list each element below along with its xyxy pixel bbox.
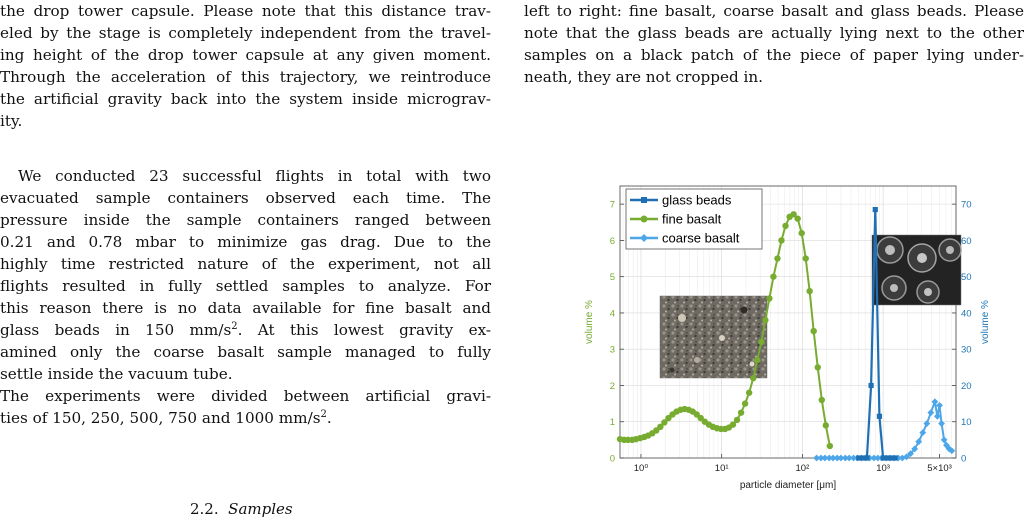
text-line: highly time restricted nature of the experiment, not all: [0, 255, 491, 273]
data-point: [877, 414, 882, 419]
data-point: [938, 420, 945, 427]
paragraph-gravity-trajectory: [0, 0, 491, 132]
y-right-tick-label: 70: [961, 199, 972, 211]
data-point: [794, 215, 800, 221]
section-heading: 2.2. Samples: [190, 500, 293, 518]
data-point: [873, 207, 878, 212]
y-left-tick-label: 1: [609, 417, 615, 429]
text-line: The experiments were divided between artificial gravi-: [0, 387, 491, 405]
data-point: [927, 409, 934, 416]
legend-label-fine-basalt: fine basalt: [662, 211, 722, 227]
data-point: [819, 397, 825, 403]
text-line: ing height of the drop tower capsule at any given moment.: [0, 46, 491, 64]
text-line: evacuated sample containers observed each time. The: [0, 189, 491, 207]
data-point: [823, 422, 829, 428]
data-point: [869, 383, 874, 388]
data-point: [766, 295, 772, 301]
y-left-tick-label: 4: [609, 308, 615, 320]
text-line: flights resulted in fully settled samples to analyze. For: [0, 277, 491, 295]
text-line: pressure inside the sample containers ranged between: [0, 211, 491, 229]
caption-line: left to right: fine basalt, coarse basalt and glass beads. Please: [524, 2, 1024, 20]
y-left-tick-label: 3: [609, 344, 615, 356]
particle-size-figure: [572, 178, 992, 502]
data-point: [806, 288, 812, 294]
text-line: We conducted 23 successful flights in total with two: [18, 167, 491, 185]
data-point: [738, 409, 744, 415]
data-point: [893, 455, 898, 460]
data-point: [770, 273, 776, 279]
series-coarse-basalt: [813, 398, 955, 461]
text-line: 0.21 and 0.78 mbar to minimize gas drag. Due to the: [0, 233, 491, 251]
data-point: [746, 390, 752, 396]
data-point: [931, 398, 938, 405]
caption-line: note that the glass beads are actually lying next to the other: [524, 24, 1024, 42]
chart-legend: [626, 189, 762, 249]
data-point: [923, 420, 930, 427]
text-line: the artificial gravity back into the system inside micrograv-: [0, 90, 491, 108]
data-point: [827, 443, 833, 449]
text-line: ity.: [0, 112, 23, 130]
paragraph-gravity-levels: [0, 385, 491, 429]
data-point: [919, 429, 926, 436]
caption-line: neath, they are not cropped in.: [524, 68, 763, 86]
y-left-tick-label: 0: [609, 453, 615, 465]
x-axis-title: particle diameter [μm]: [739, 480, 837, 491]
text-line: glass beads in 150 $mm/s^2$. At this lowest gravity ex-: [0, 320, 491, 339]
caption-line: samples on a black patch of the piece of paper lying under-: [524, 46, 1024, 64]
data-point: [774, 255, 780, 261]
text-line: the drop tower capsule. Please note that this distance trav-: [0, 2, 491, 20]
data-point: [778, 237, 784, 243]
y-right-tick-label: 30: [961, 344, 972, 356]
legend-label-coarse-basalt: coarse basalt: [662, 230, 740, 246]
y-left-tick-label: 6: [609, 235, 615, 247]
glass-beads-photo: [872, 235, 961, 305]
y-left-tick-label: 2: [609, 380, 615, 392]
data-point: [864, 455, 869, 460]
data-point: [754, 357, 760, 363]
text-line: amined only the coarse basalt sample managed to fully: [0, 343, 491, 361]
left-column: [0, 0, 491, 429]
paragraph-flights: [0, 165, 491, 385]
figure-caption: [524, 0, 1024, 88]
data-point: [936, 402, 943, 409]
right-column: [524, 0, 1024, 88]
text-line: Through the acceleration of this trajectory, we reintroduce: [0, 68, 491, 86]
x-tick-label: 5×10³: [927, 463, 952, 474]
x-tick-label: 10¹: [714, 463, 729, 474]
y-right-axis-title: volume %: [980, 300, 991, 344]
text-line: this reason there is no data available for fine basalt and: [0, 299, 491, 317]
data-point: [815, 364, 821, 370]
data-point: [762, 317, 768, 323]
y-left-tick-label: 5: [609, 272, 615, 284]
y-right-tick-label: 10: [961, 417, 972, 429]
data-point: [782, 223, 788, 229]
data-point: [742, 400, 748, 406]
data-point: [810, 328, 816, 334]
y-right-tick-label: 60: [961, 235, 972, 247]
y-right-tick-label: 0: [961, 453, 967, 465]
text-line: eled by the stage is completely independent from the travel-: [0, 24, 491, 42]
data-point: [734, 417, 740, 423]
y-right-tick-label: 50: [961, 272, 972, 284]
data-point: [758, 339, 764, 345]
fine-basalt-photo: [660, 296, 767, 378]
particle-size-chart: [572, 178, 992, 502]
text-line: ties of 150, 250, 500, 750 and 1000 $mm/s^2$.: [0, 408, 332, 427]
x-tick-label: 10⁰: [633, 463, 649, 474]
x-tick-label: 10²: [795, 463, 810, 474]
y-left-tick-label: 7: [609, 199, 615, 211]
data-point: [803, 255, 809, 261]
data-point: [750, 375, 756, 381]
text-line: settle inside the vacuum tube.: [0, 365, 233, 383]
data-point: [799, 230, 805, 236]
y-right-tick-label: 20: [961, 380, 972, 392]
y-left-axis-title: volume %: [584, 300, 595, 344]
y-right-tick-label: 40: [961, 308, 972, 320]
legend-label-glass-beads: glass beads: [662, 192, 732, 208]
x-tick-label: 10³: [876, 463, 890, 474]
